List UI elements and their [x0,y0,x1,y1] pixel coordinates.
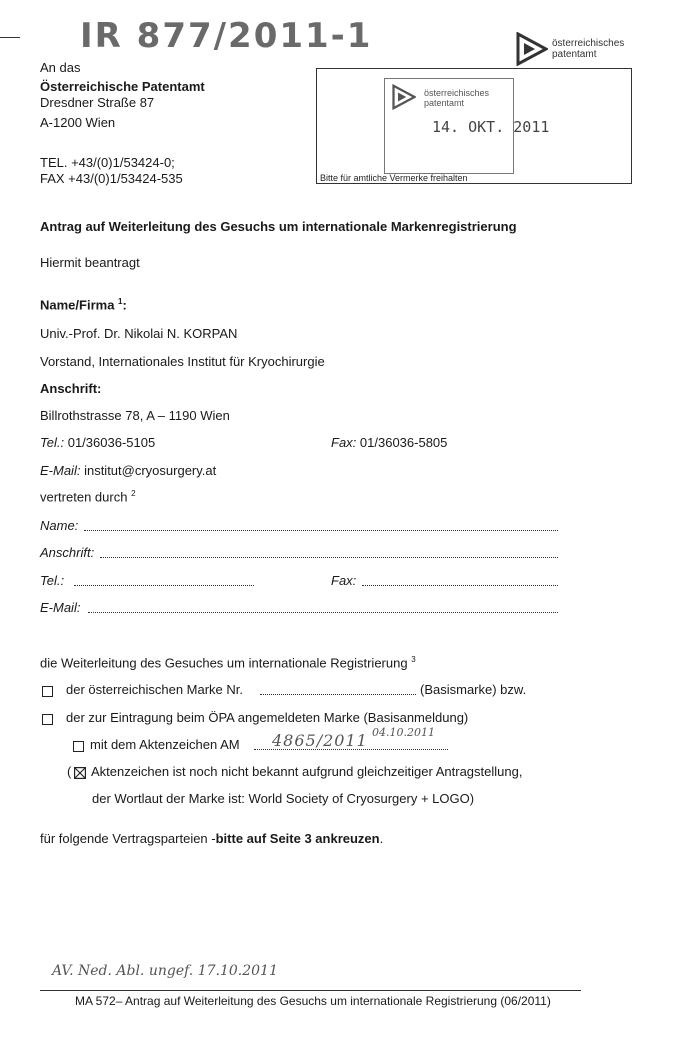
margin-mark [0,37,20,38]
applicant-email: E-Mail: institut@cryosurgery.at [40,463,217,478]
rep-tel-label: Tel.: [40,573,65,588]
rep-email-field[interactable] [88,612,558,613]
applicant-address: Billrothstrasse 78, A – 1190 Wien [40,408,230,423]
forwarding-text: die Weiterleitung des Gesuches um internationale Registrierung $^3$ [40,655,416,671]
receipt-stamp-date: 14. OKT. 2011 [432,118,550,136]
case-date-handwritten: 04.10.2011 [372,726,435,739]
office-fax: FAX +43/(0)1/53424-535 [40,171,183,186]
office-tel: TEL. +43/(0)1/53424-0; [40,155,175,170]
option2-checkbox[interactable] [42,712,53,730]
receipt-stamp-line1: österreichisches [424,88,490,98]
rep-tel-field[interactable] [74,585,254,586]
receipt-stamp-line2: patentamt [424,98,465,108]
option2b-checkbox[interactable] [74,766,86,784]
applicant-fax: Fax: 01/36036-5805 [331,435,448,450]
option2a-checkbox[interactable] [73,739,84,757]
receipt-stamp-logo [392,84,416,115]
patentamt-logo [516,32,548,71]
rep-address-label: Anschrift: [40,545,95,560]
office-name: Österreichische Patentamt [40,79,205,94]
rep-name-label: Name: [40,518,79,533]
logo-text-line2: patentamt [552,49,597,60]
address-label: Anschrift: [40,381,102,396]
logo-text-line1: österreichisches [552,38,625,49]
applicant-tel: Tel.: 01/36036-5105 [40,435,156,450]
option1-number-field[interactable] [260,694,416,695]
option2b-bracket: ( [67,764,72,779]
rep-address-field[interactable] [100,557,558,558]
office-city: A-1200 Wien [40,115,116,130]
case-number-handwritten: 4865/2011 [272,731,368,750]
patentamt-logo-icon [516,32,548,66]
office-street: Dresdner Straße 87 [40,95,155,110]
footer-rule [40,990,581,991]
rep-email-label: E-Mail: [40,600,81,615]
represented-by-label: vertreten durch $^2$ [40,489,136,505]
form-intro: Hiermit beantragt [40,255,140,270]
registration-stamp-number: IR 877/2011-1 [80,16,373,56]
applicant-name: Univ.-Prof. Dr. Nikolai N. KORPAN [40,326,238,341]
receipt-stamp-logo-icon [392,84,416,110]
addressee-prefix: An das [40,60,81,75]
footer-handwritten-note: AV. Ned. Abl. ungef. 17.10.2011 [52,963,278,979]
rep-fax-label: Fax: [331,573,357,588]
option2a-label: mit dem Aktenzeichen AM [90,737,240,752]
option1-suffix: (Basismarke) bzw. [420,682,527,697]
option2b-text-line2: der Wortlaut der Marke ist: World Society of Cryosurgery + LOGO) [92,791,475,806]
applicant-title: Vorstand, Internationales Institut für Kryochirurgie [40,354,325,369]
footer-text: MA 572– Antrag auf Weiterleitung des Gesuchs um internationale Registrierung (06/2011) [75,994,551,1008]
rep-name-field[interactable] [84,530,558,531]
name-label: Name/Firma $^1$: [40,297,127,313]
option2-label: der zur Eintragung beim ÖPA angemeldeten Marke (Basisanmeldung) [66,710,469,725]
form-title: Antrag auf Weiterleitung des Gesuchs um internationale Markenregistrierung [40,219,517,234]
checked-checkbox-icon [74,767,86,779]
option2b-text-line1: Aktenzeichen ist noch nicht bekannt aufgrund gleichzeitiger Antragstellung, [91,764,523,779]
option1-label: der österreichischen Marke Nr. [66,682,244,697]
option1-checkbox[interactable] [42,684,53,702]
contract-parties-text: für folgende Vertragsparteien -bitte auf Seite 3 ankreuzen. [40,831,384,846]
official-box-caption: Bitte für amtliche Vermerke freihalten [320,173,468,183]
rep-fax-field[interactable] [362,585,558,586]
